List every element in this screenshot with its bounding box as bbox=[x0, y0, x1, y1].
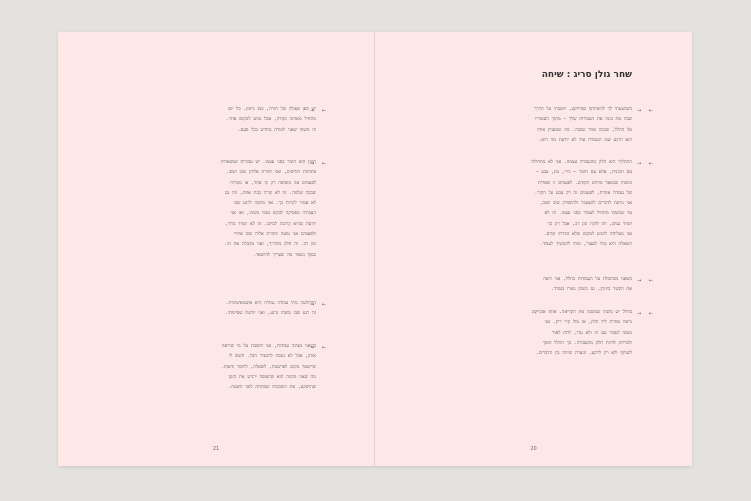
paragraph: ההחלטה מתי עבודה גמורה היא אינטואיטיבית. זה רגע שבו משהו נרגע, ואני יודעת שסיימתי. bbox=[224, 301, 316, 317]
page-number: 20 bbox=[530, 446, 537, 452]
paragraph: כשאני מסתכלת על העבודות בחלל, אני רואה את הקשר ביניהן, גם כשהן נוצרו בנפרד. bbox=[543, 277, 632, 293]
left-page bbox=[58, 32, 374, 466]
arrow-marker: → ← bbox=[637, 311, 656, 317]
arrow-marker: → ← bbox=[637, 161, 656, 167]
arrow-marker: → ← bbox=[637, 108, 656, 114]
page-title: שחר גולן סריג : שיחה bbox=[541, 70, 632, 80]
arrow-marker: → ← bbox=[310, 161, 329, 167]
arrow-marker: → ← bbox=[310, 108, 329, 114]
paragraph: בחלל יש משהו שמשנה את הקריאה. אותו אובייקט נראה אחרת ליד חלון, או מול קיר ריק. אני מנסה לעבוד עם זה ולא נגדו, לתת לאור ולמרחק להיות חלק מהעבודה. כך החלל הופך לשותף ולא רק לרקע, ונוצרת שיחה בין הדברים. bbox=[531, 310, 632, 357]
page-number: 21 bbox=[212, 446, 220, 452]
arrow-marker: → ← bbox=[310, 302, 329, 308]
paragraph: הזמן הוא חומר בפני עצמו. יש עבודות שנשארות פתוחות חודשים, ואני חוזרת אליהן שוב ושוב. לפעמים אני מוסיפה רק קו אחד, או מסירה שכבה שלמה. זה לא קורה בבת אחת, וזה גם לא אמור לקרות כך. אני מחכה לרגע שבו העבודה מפסיקה לבקש ממני משהו, ואז אני יודעת שהיא קרובה לסיום. זה לא תמיד ברור, ולפעמים אני טועה וחוזרת אליה שוב אחרי זמן רב. זה חלק מהדרך, ואני מקבלת את זה. בסוף נשאר מה שצריך להישאר. bbox=[220, 160, 316, 258]
arrow-marker: → ← bbox=[310, 345, 329, 351]
right-page bbox=[375, 32, 692, 466]
paragraph: כשהצעתי לך להשתתף בפרויקט, חשבתי על הדרך שבה את בונה את העבודות שלך – מתוך הסטודיו אל החלל, שכבה אחר שכבה. מה שמעניין אותי הוא הרגע שבו העבודה עוד לא יודעת מה היא. bbox=[534, 107, 632, 143]
paragraph: יש כאן פעולה של חזרה, כמו ביומן. כל יום מתחיל מאותה נקודה, אבל מגיע למקום אחר. זה משהו שאני לומדת מחדש בכל פעם. bbox=[225, 107, 316, 133]
paragraph: התהליך הוא חלק מהעבודה עצמה. אני לא מתחילה עם תוכנית, אלא עם חומר – נייר, עץ, צבע – ומשהו שנשאר מהיום הקודם. לפעמים זו שארית של עבודה אחרת, לפעמים זה רק צבע על הקיר. אני נותנת לדברים להצטבר ולהתפרק שוב ושוב, עד שמשהו מתחיל לעמוד בפני עצמו. זה לא תמיד נעים, וזה לוקח זמן רב, אבל רק כך אני מצליחה להגיע למקום שלא הכרתי קודם. השאלה היא מתי לעצור, ומתי להמשיך לעבוד. bbox=[531, 160, 632, 248]
arrow-marker: → ← bbox=[637, 278, 656, 284]
book-spread bbox=[58, 32, 692, 466]
paragraph: כשאני מציגה עבודות, אני חושבת על מי שיראה אותן, אבל לא מנסה להסביר הכל. חשוב לי שיישאר מקום לפרשנות, לשאלה, לחוסר ודאות. מה שאני מקווה הוא שהצופה ירגיש את הזמן שהושקע, את השכבות שמתחת לפני השטח. bbox=[221, 344, 316, 391]
